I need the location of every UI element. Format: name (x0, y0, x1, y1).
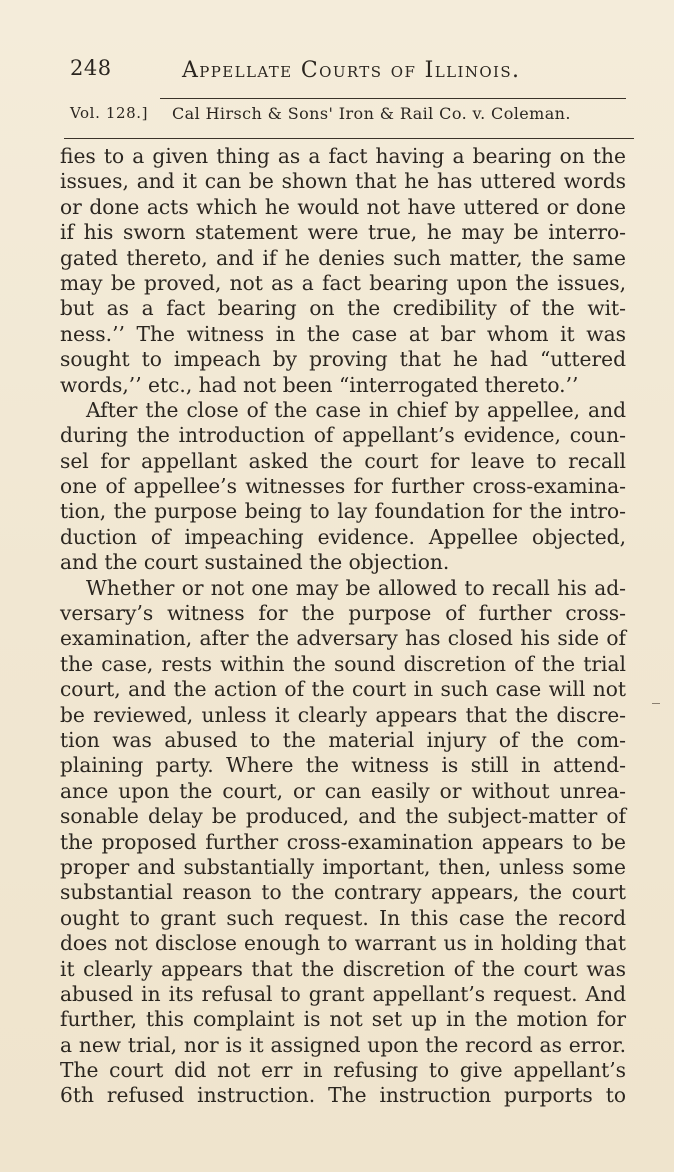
text-line: the proposed further cross-examination appears to be (60, 829, 626, 854)
body-text (60, 144, 626, 1109)
text-line: court, and the action of the court in such case will not (60, 677, 626, 702)
text-line: be reviewed, unless it clearly appears that the discre- (60, 702, 626, 727)
text-line: gated thereto, and if he denies such matter, the same (60, 245, 626, 270)
text-line: examination, after the adversary has closed his side of (60, 626, 626, 651)
text-line: if his sworn statement were true, he may be interro- (60, 220, 626, 245)
text-line: versary’s witness for the purpose of further cross- (60, 601, 626, 626)
text-line: further, this complaint is not set up in the motion for (60, 1007, 626, 1032)
text-line: tion, the purpose being to lay foundation for the intro- (60, 499, 626, 524)
text-line: or done acts which he would not have uttered or done (60, 194, 626, 219)
text-line: ought to grant such request. In this case the record (60, 905, 626, 930)
text-line: but as a fact bearing on the credibility of the wit- (60, 296, 626, 321)
margin-mark (652, 703, 660, 704)
text-line: substantial reason to the contrary appears, the court (60, 880, 626, 905)
text-line: does not disclose enough to warrant us in holding that (60, 931, 626, 956)
text-line: proper and substantially important, then, unless some (60, 854, 626, 879)
text-line: sonable delay be produced, and the subject-matter of (60, 804, 626, 829)
page-number: 248 (70, 56, 112, 80)
text-line: one of appellee’s witnesses for further cross-examina- (60, 474, 626, 499)
header-rule-top (160, 98, 626, 99)
header-rule-bottom (64, 138, 634, 139)
text-line: may be proved, not as a fact bearing upon the issues, (60, 270, 626, 295)
text-line: The court did not err in refusing to give appellant’s (60, 1058, 626, 1083)
text-line: words,’’ etc., had not been “interrogated thereto.’’ (60, 372, 579, 397)
text-line: duction of impeaching evidence. Appellee objected, (60, 524, 626, 549)
running-head: Appellate Courts of Illinois. (182, 58, 521, 83)
text-line: sel for appellant asked the court for leave to recall (60, 448, 626, 473)
text-line: during the introduction of appellant’s evidence, coun- (60, 423, 626, 448)
text-line: ance upon the court, or can easily or without unrea- (60, 778, 626, 803)
text-line: the case, rests within the sound discretion of the trial (60, 651, 626, 676)
text-line: ness.’’ The witness in the case at bar whom it was (60, 321, 626, 346)
text-line: fies to a given thing as a fact having a bearing on the (60, 144, 626, 168)
text-line: it clearly appears that the discretion of the court was (60, 956, 626, 981)
text-line: sought to impeach by proving that he had “uttered (60, 347, 626, 372)
text-line: 6th refused instruction. The instruction purports to (60, 1083, 626, 1108)
paragraph-first-line: After the close of the case in chief by appellee, and (86, 397, 626, 422)
text-line: a new trial, nor is it assigned upon the record as error. (60, 1032, 626, 1057)
volume-reference: Vol. 128.] (70, 104, 149, 122)
case-title: Cal Hirsch & Sons' Iron & Rail Co. v. Coleman. (172, 104, 571, 123)
text-line: plaining party. Where the witness is still in attend- (60, 753, 626, 778)
text-line: abused in its refusal to grant appellant’s request. And (60, 981, 626, 1006)
text-line: issues, and it can be shown that he has uttered words (60, 169, 626, 194)
paragraph-first-line: Whether or not one may be allowed to recall his ad- (86, 575, 626, 600)
text-line: and the court sustained the objection. (60, 550, 450, 575)
text-line: tion was abused to the material injury of the com- (60, 727, 626, 752)
